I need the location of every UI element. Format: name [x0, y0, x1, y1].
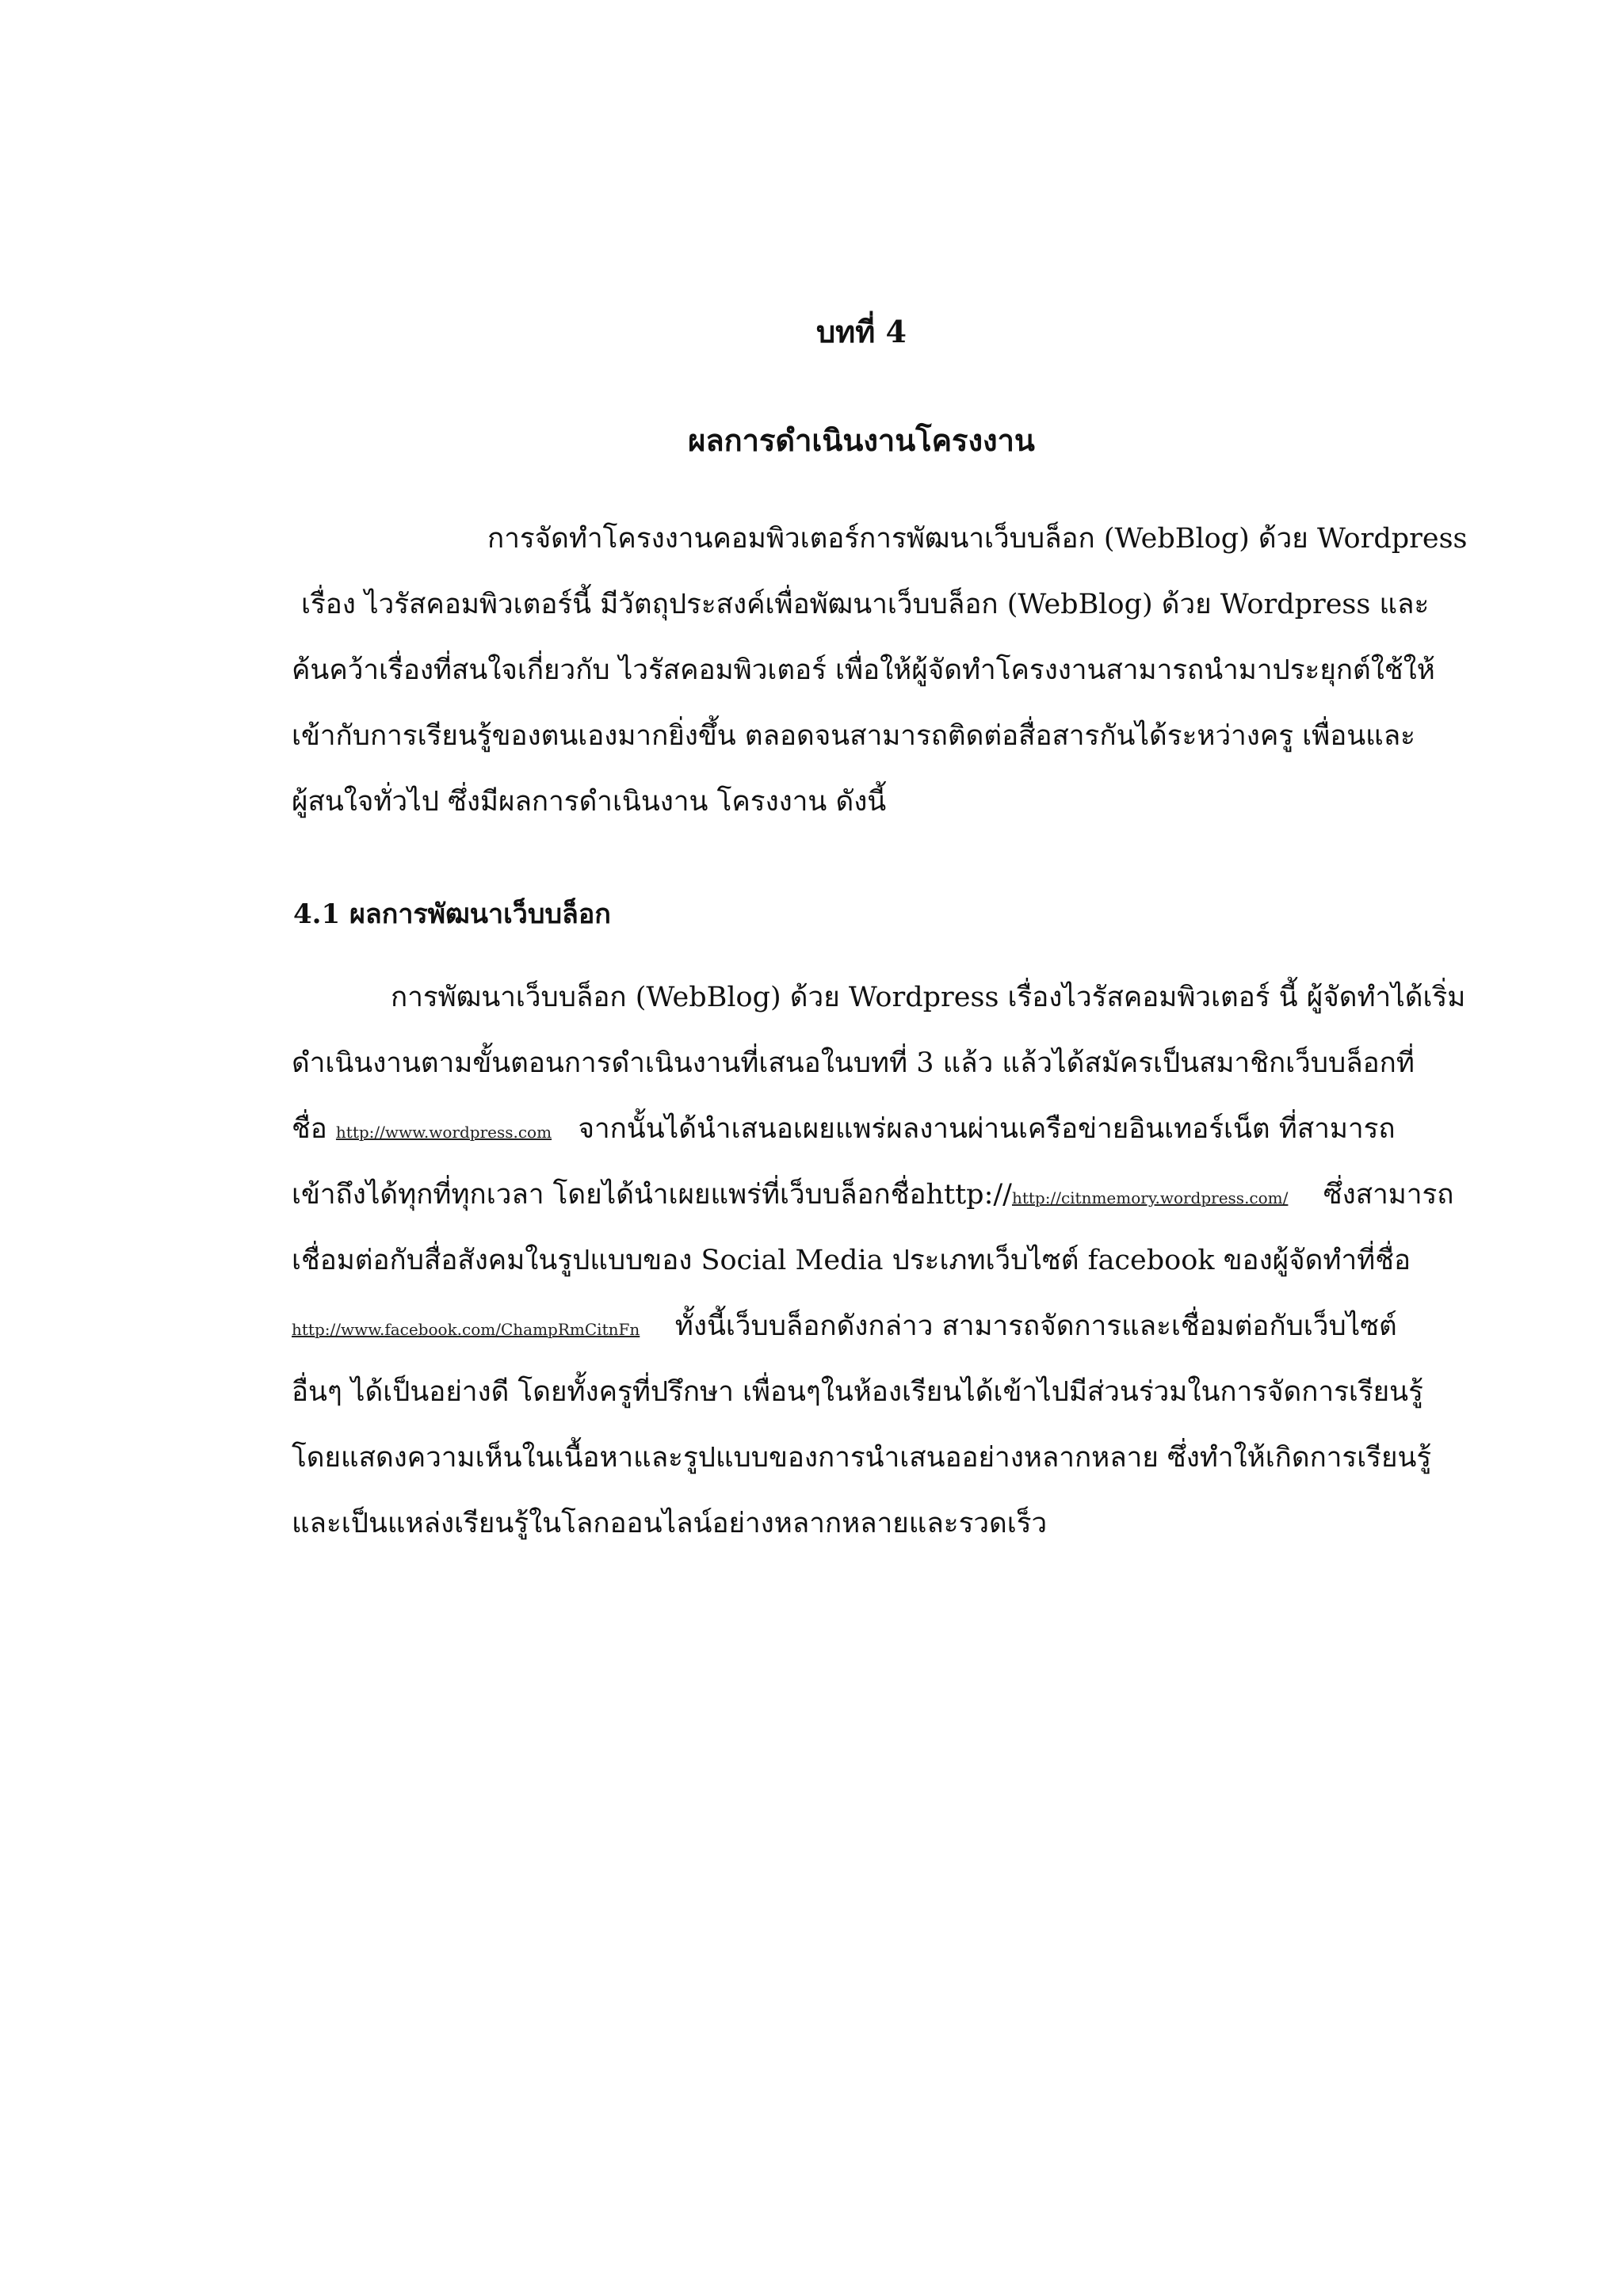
section-line-4-suffix: ซึ่งสามารถ: [1323, 1179, 1454, 1211]
section-line-3-prefix: ชื่อ: [292, 1113, 327, 1145]
section-line-7: อื่นๆ ได้เป็นอย่างดี โดยทั้งครูที่ปรึกษา เพื่อนๆในห้องเรียนได้เข้าไปมีส่วนร่วมในการจัดการเรียนรู้: [292, 1376, 1423, 1408]
intro-line-4: เข้ากับการเรียนรู้ของตนเองมากยิ่งขึ้น ตลอดจนสามารถติดต่อสื่อสารกันได้ระหว่างครู เพื่อนและ: [292, 720, 1415, 752]
facebook-link[interactable]: http://www.facebook.com/ChampRmCitnFn: [292, 1320, 640, 1339]
intro-line-5: ผู้สนใจทั่วไป ซึ่งมีผลการดำเนินงาน โครงงาน ดังนี้: [292, 786, 887, 818]
intro-line-1: การจัดทำโครงงานคอมพิวเตอร์การพัฒนาเว็บบล็อก (WebBlog) ด้วย Wordpress: [487, 523, 1468, 555]
intro-line-2: เรื่อง ไวรัสคอมพิวเตอร์นี้ มีวัตถุประสงค์เพื่อพัฒนาเว็บบล็อก (WebBlog) ด้วย Wordpress และ: [301, 589, 1430, 620]
section-line-9: และเป็นแหล่งเรียนรู้ในโลกออนไลน์อย่างหลากหลายและรวดเร็ว: [292, 1508, 1048, 1539]
wordpress-link[interactable]: http://www.wordpress.com: [335, 1123, 552, 1142]
citnmemory-link[interactable]: http://citnmemory.wordpress.com/: [1011, 1188, 1289, 1207]
section-line-4: [292, 1177, 1453, 1215]
section-line-8: โดยแสดงความเห็นในเนื้อหาและรูปแบบของการนำเสนออย่างหลากหลาย ซึ่งทำให้เกิดการเรียนรู้: [292, 1442, 1432, 1474]
section-line-3-suffix: จากนั้นได้นำเสนอเผยแพร่ผลงานผ่านเครือข่ายอินเทอร์เน็ต ที่สามารถ: [578, 1113, 1396, 1145]
intro-line-3: ค้นคว้าเรื่องที่สนใจเกี่ยวกับ ไวรัสคอมพิวเตอร์ เพื่อให้ผู้จัดทำโครงงานสามารถนำมาประยุกต์ใช้ให้: [292, 654, 1435, 686]
section-line-4-prefix: เข้าถึงได้ทุกที่ทุกเวลา โดยได้นำเผยแพร่ที่เว็บบล็อกชื่อhttp://: [292, 1179, 1012, 1211]
section-line-5: เชื่อมต่อกับสื่อสังคมในรูปแบบของ Social Media ประเภทเว็บไซต์ facebook ของผู้จัดทำที่ชื่อ: [292, 1245, 1411, 1276]
section-line-6-suffix: ทั้งนี้เว็บบล็อกดังกล่าว สามารถจัดการและเชื่อมต่อกับเว็บไซต์: [674, 1310, 1397, 1342]
section-line-1: การพัฒนาเว็บบล็อก (WebBlog) ด้วย Wordpress เรื่องไวรัสคอมพิวเตอร์ นี้ ผู้จัดทำได้เริ่ม: [391, 982, 1466, 1013]
chapter-subtitle: ผลการดำเนินงานโครงงาน: [688, 422, 1035, 458]
chapter-title: บทที่ 4: [816, 314, 907, 349]
section-line-6: [292, 1309, 1397, 1347]
section-line-3: [292, 1112, 1396, 1150]
section-heading: 4.1 ผลการพัฒนาเว็บบล็อก: [293, 898, 611, 930]
section-line-2: ดำเนินงานตามขั้นตอนการดำเนินงานที่เสนอในบทที่ 3 แล้ว แล้วได้สมัครเป็นสมาชิกเว็บบล็อกที่: [292, 1047, 1415, 1079]
